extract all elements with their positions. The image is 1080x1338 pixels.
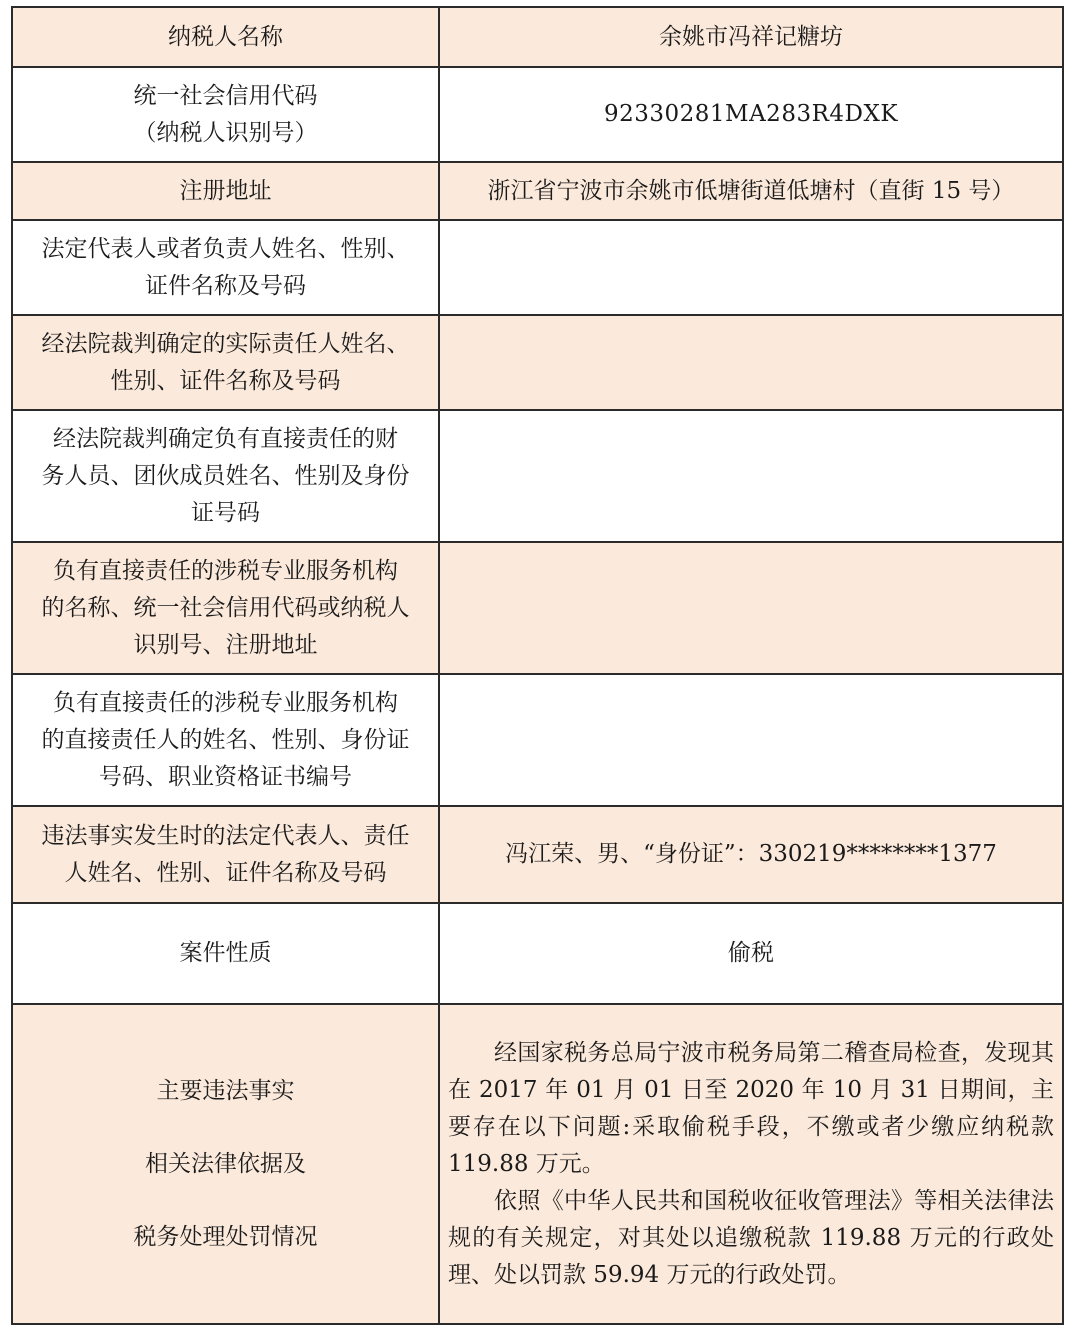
row-agency-person — [12, 674, 1063, 806]
row-legal-rep — [12, 220, 1063, 315]
main-facts-label — [12, 1004, 439, 1324]
violation-rep-value: 冯江荣、男、“身份证”：330219********1377 — [439, 806, 1063, 903]
violation-rep-label-line2: 人姓名、性别、证件名称及号码 — [64, 859, 387, 886]
finance-staff-label-line2: 务人员、团伙成员姓名、性别及身份 — [41, 462, 410, 489]
finance-staff-label-line1: 经法院裁判确定负有直接责任的财 — [53, 425, 398, 452]
agency-label-line1: 负有直接责任的涉税专业服务机构 — [53, 557, 398, 584]
row-agency — [12, 542, 1063, 674]
credit-code-value: 92330281MA283R4DXK — [439, 67, 1063, 162]
violation-rep-label-line1: 违法事实发生时的法定代表人、责任 — [41, 822, 410, 849]
agency-person-value — [439, 674, 1063, 806]
row-case-nature — [12, 903, 1063, 1004]
row-taxpayer-name — [12, 7, 1063, 67]
agency-label — [12, 542, 439, 674]
case-nature-value: 偷税 — [439, 903, 1063, 1004]
taxpayer-name-label: 纳税人名称 — [12, 7, 439, 67]
agency-person-label-line1: 负有直接责任的涉税专业服务机构 — [53, 689, 398, 716]
row-actual-responsible — [12, 315, 1063, 410]
actual-responsible-label — [12, 315, 439, 410]
agency-label-line2: 的名称、统一社会信用代码或纳税人 — [41, 594, 410, 621]
taxpayer-info-table — [11, 6, 1064, 1325]
main-facts-label-line2: 相关法律依据及 — [145, 1151, 306, 1177]
address-label: 注册地址 — [12, 162, 439, 220]
agency-value — [439, 542, 1063, 674]
agency-person-label-line3: 号码、职业资格证书编号 — [99, 763, 352, 790]
facts-paragraph-2: 依照《中华人民共和国税收征收管理法》等相关法律法规的有关规定，对其处以追缴税款 119.88 万元的行政处理、处以罚款 59.94 万元的行政处罚。 — [448, 1187, 1054, 1288]
address-value: 浙江省宁波市余姚市低塘街道低塘村（直街 15 号） — [439, 162, 1063, 220]
actual-responsible-label-line2: 性别、证件名称及号码 — [110, 367, 341, 394]
legal-rep-label-line2: 证件名称及号码 — [145, 272, 306, 299]
row-violation-rep — [12, 806, 1063, 903]
main-facts-value — [439, 1004, 1063, 1324]
agency-person-label — [12, 674, 439, 806]
main-facts-label-line3: 税务处理处罚情况 — [133, 1224, 318, 1250]
finance-staff-value — [439, 410, 1063, 542]
main-facts-label-spacer — [21, 1182, 430, 1219]
legal-rep-value — [439, 220, 1063, 315]
row-finance-staff — [12, 410, 1063, 542]
row-credit-code — [12, 67, 1063, 162]
finance-staff-label-line3: 证号码 — [191, 499, 260, 526]
main-facts-label-spacer — [21, 1109, 430, 1146]
agency-person-label-line2: 的直接责任人的姓名、性别、身份证 — [41, 726, 410, 753]
case-nature-label: 案件性质 — [12, 903, 439, 1004]
legal-rep-label-line1: 法定代表人或者负责人姓名、性别、 — [41, 235, 410, 262]
agency-label-line3: 识别号、注册地址 — [133, 631, 318, 658]
actual-responsible-label-line1: 经法院裁判确定的实际责任人姓名、 — [41, 330, 410, 357]
credit-code-label-line1: 统一社会信用代码 — [133, 82, 318, 109]
row-main-facts — [12, 1004, 1063, 1324]
facts-paragraph-1: 经国家税务总局宁波市税务局第二稽查局检查，发现其在 2017 年 01 月 01 日至 2020 年 10 月 31 日期间，主要存在以下问题:采取偷税手段，不缴或者少缴应纳税款 119.88 万元。 — [448, 1039, 1054, 1177]
row-address — [12, 162, 1063, 220]
legal-rep-label — [12, 220, 439, 315]
credit-code-label-line2: （纳税人识别号） — [133, 119, 318, 146]
actual-responsible-value — [439, 315, 1063, 410]
credit-code-label — [12, 67, 439, 162]
main-facts-label-line1: 主要违法事实 — [156, 1078, 295, 1104]
finance-staff-label — [12, 410, 439, 542]
violation-rep-label — [12, 806, 439, 903]
taxpayer-name-value: 余姚市冯祥记糖坊 — [439, 7, 1063, 67]
